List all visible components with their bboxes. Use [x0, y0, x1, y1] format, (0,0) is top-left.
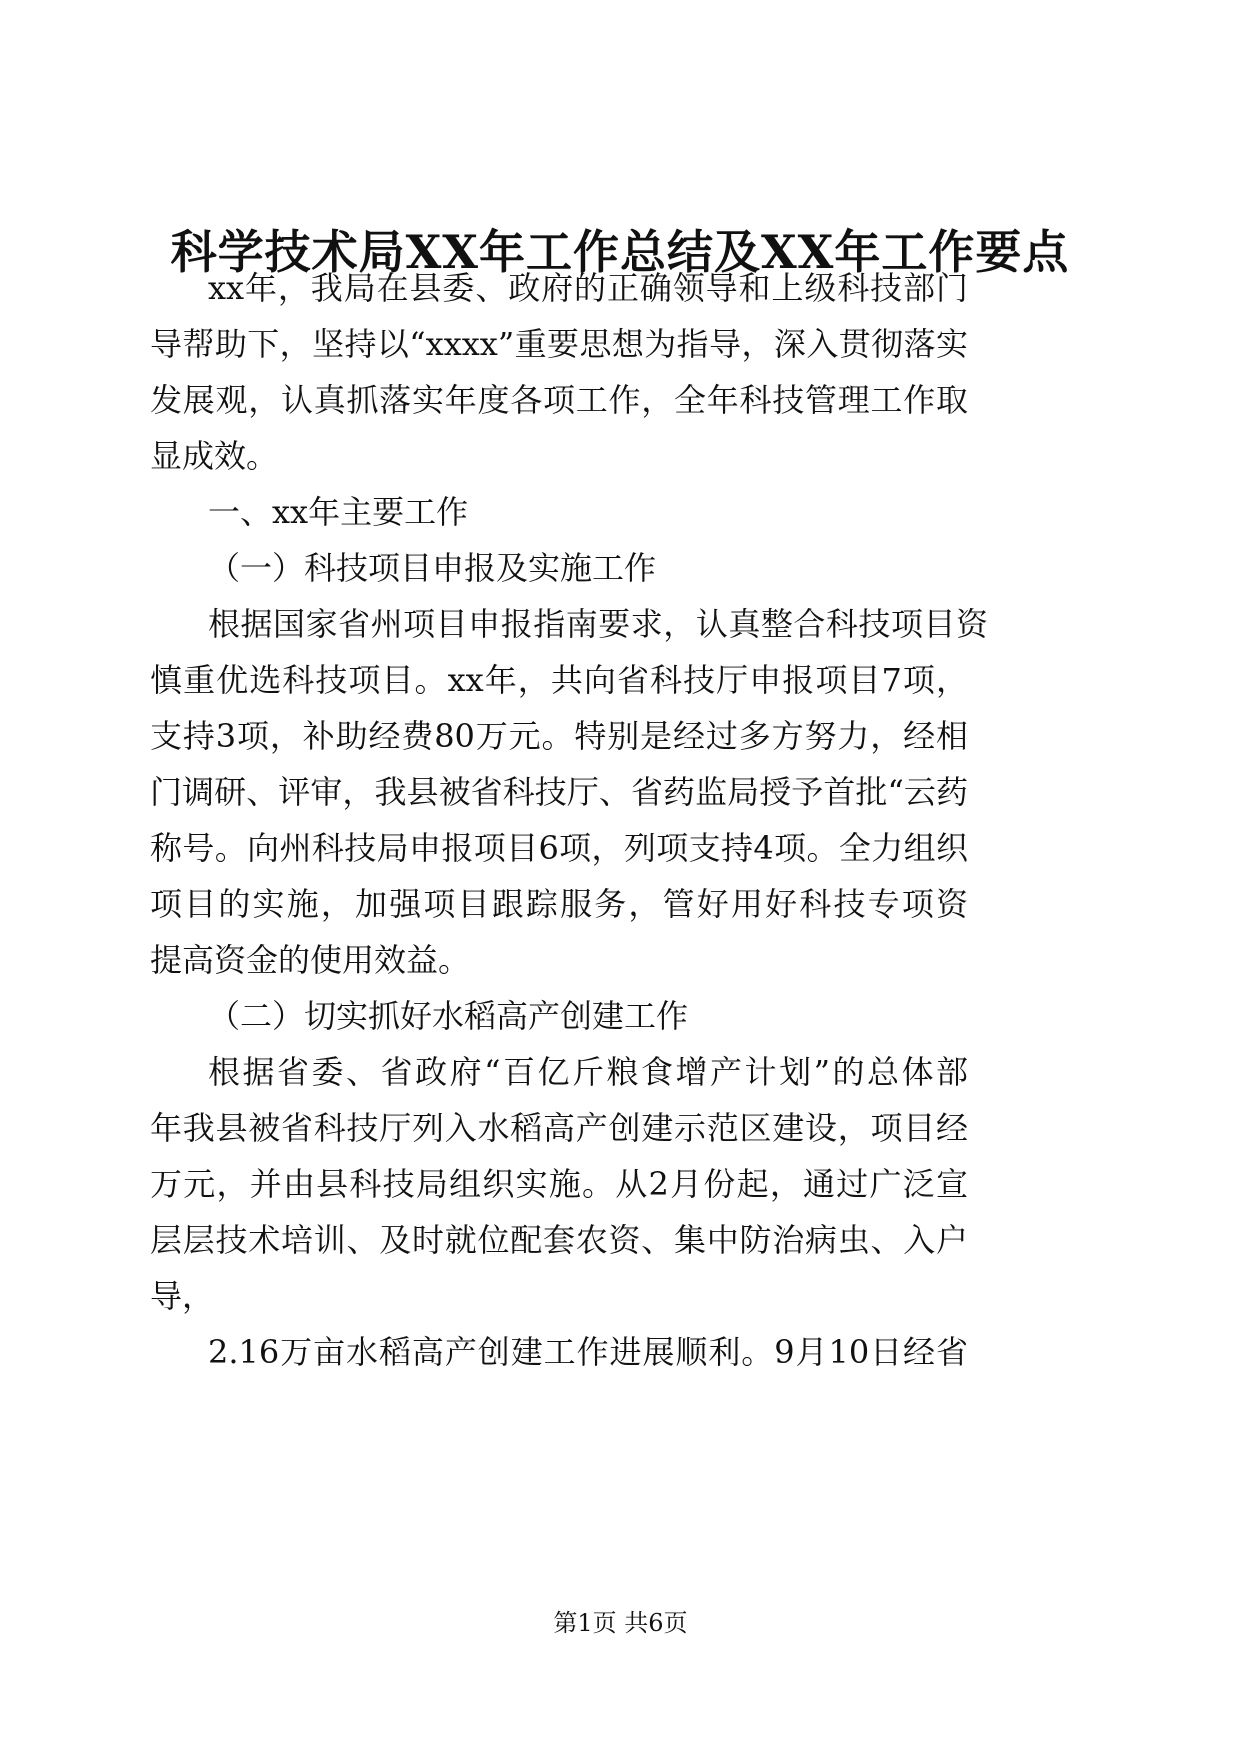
paragraph-line: 支持3项，补助经费80万元。特别是经过多方努力，经相 [150, 717, 968, 755]
subsection-heading: （一）科技项目申报及实施工作 [208, 549, 657, 587]
page-footer: 第1页 共6页 [553, 1609, 688, 1637]
paragraph-line: xx年，我局在县委、政府的正确领导和上级科技部门 [208, 269, 968, 307]
section-heading: 一、xx年主要工作 [208, 493, 469, 531]
paragraph-line: 2.16万亩水稻高产创建工作进展顺利。9月10日经省 [208, 1333, 968, 1371]
paragraph-line: 慎重优选科技项目。xx年，共向省科技厅申报项目7项， [150, 661, 968, 699]
paragraph-line: 发展观，认真抓落实年度各项工作，全年科技管理工作取 [150, 381, 968, 419]
paragraph-line: 根据国家省州项目申报指南要求，认真整合科技项目资 [208, 605, 988, 643]
subsection-heading: （二）切实抓好水稻高产创建工作 [208, 997, 689, 1035]
paragraph-line: 门调研、评审，我县被省科技厅、省药监局授予首批“云药 [150, 773, 968, 811]
paragraph-line: 导帮助下，坚持以“xxxx”重要思想为指导，深入贯彻落实 [150, 325, 968, 363]
document-title: 科学技术局XX年工作总结及XX年工作要点 [170, 225, 1070, 279]
paragraph-line: 提高资金的使用效益。 [150, 941, 471, 979]
paragraph-line: 根据省委、省政府“百亿斤粮食增产计划”的总体部 [208, 1053, 968, 1091]
paragraph-line: 万元，并由县科技局组织实施。从2月份起，通过广泛宣 [150, 1165, 968, 1203]
paragraph-line: 导， [150, 1277, 215, 1315]
paragraph-line: 项目的实施，加强项目跟踪服务，管好用好科技专项资 [150, 885, 968, 923]
paragraph-line: 称号。向州科技局申报项目6项，列项支持4项。全力组织 [150, 829, 968, 867]
paragraph-line: 年我县被省科技厅列入水稻高产创建示范区建设，项目经 [150, 1109, 968, 1147]
paragraph-line: 显成效。 [150, 437, 279, 475]
paragraph-line: 层层技术培训、及时就位配套农资、集中防治病虫、入户 [150, 1221, 968, 1259]
